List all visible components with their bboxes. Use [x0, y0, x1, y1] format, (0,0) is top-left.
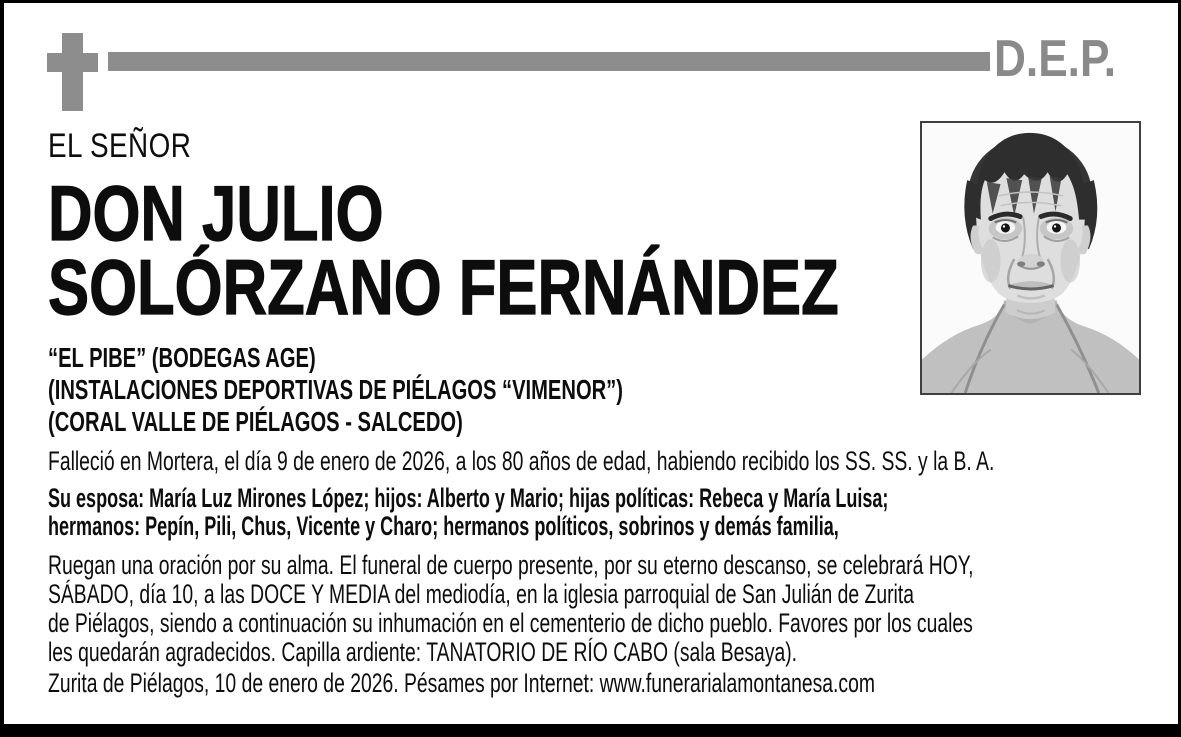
- honorific: [48, 127, 223, 165]
- dep-text: D.E.P.: [994, 30, 1117, 88]
- family-line: hermanos: Pepín, Pili, Chus, Vicente y Charo; hermanos políticos, sobrinos y demás familia,: [48, 511, 839, 541]
- latin-cross-icon: [47, 53, 98, 72]
- header-divider: [108, 52, 990, 71]
- dep-abbreviation: [994, 31, 1138, 87]
- dateline-footer: Zurita de Piélagos, 10 de enero de 2026. Pésames por Internet: www.funerarialamontanesa.com: [48, 668, 875, 698]
- funeral-line: les quedarán agradecidos. Capilla ardiente: TANATORIO DE RÍO CABO (sala Besaya).: [48, 637, 798, 667]
- family-line: Su esposa: María Luz Mirones López; hijos: Alberto y Mario; hijas políticas: Rebeca y María Luisa;: [48, 483, 889, 513]
- notice-page: [4, 3, 1178, 724]
- funeral-block: [48, 551, 1178, 667]
- family-block: [48, 484, 1178, 540]
- name-line-1: DON JULIO: [48, 169, 384, 257]
- alias-line: (INSTALACIONES DEPORTIVAS DE PIÉLAGOS “VIMENOR”): [48, 374, 623, 405]
- funeral-line: SÁBADO, día 10, a las DOCE Y MEDIA del mediodía, en la iglesia parroquial de San Julián de Zurita: [48, 579, 914, 609]
- funeral-line: de Piélagos, siendo a continuación su inhumación en el cementerio de dicho pueblo. Favores por los cuales: [48, 608, 973, 638]
- alias-line: “EL PIBE” (BODEGAS AGE): [48, 342, 316, 373]
- latin-cross-icon: [62, 33, 83, 111]
- alias-line: (CORAL VALLE DE PIÉLAGOS - SALCEDO): [48, 406, 463, 437]
- funeral-line: Ruegan una oración por su alma. El funeral de cuerpo presente, por su eterno descanso, se celebrará HOY,: [48, 550, 974, 580]
- deceased-name: [48, 169, 1049, 331]
- death-statement: Falleció en Mortera, el día 9 de enero de 2026, a los 80 años de edad, habiendo recibido los SS. SS. y la B. A.: [48, 446, 995, 476]
- honorific-text: EL SEÑOR: [48, 127, 192, 165]
- aliases-block: [48, 342, 847, 438]
- name-line-2: SOLÓRZANO FERNÁNDEZ: [48, 243, 839, 331]
